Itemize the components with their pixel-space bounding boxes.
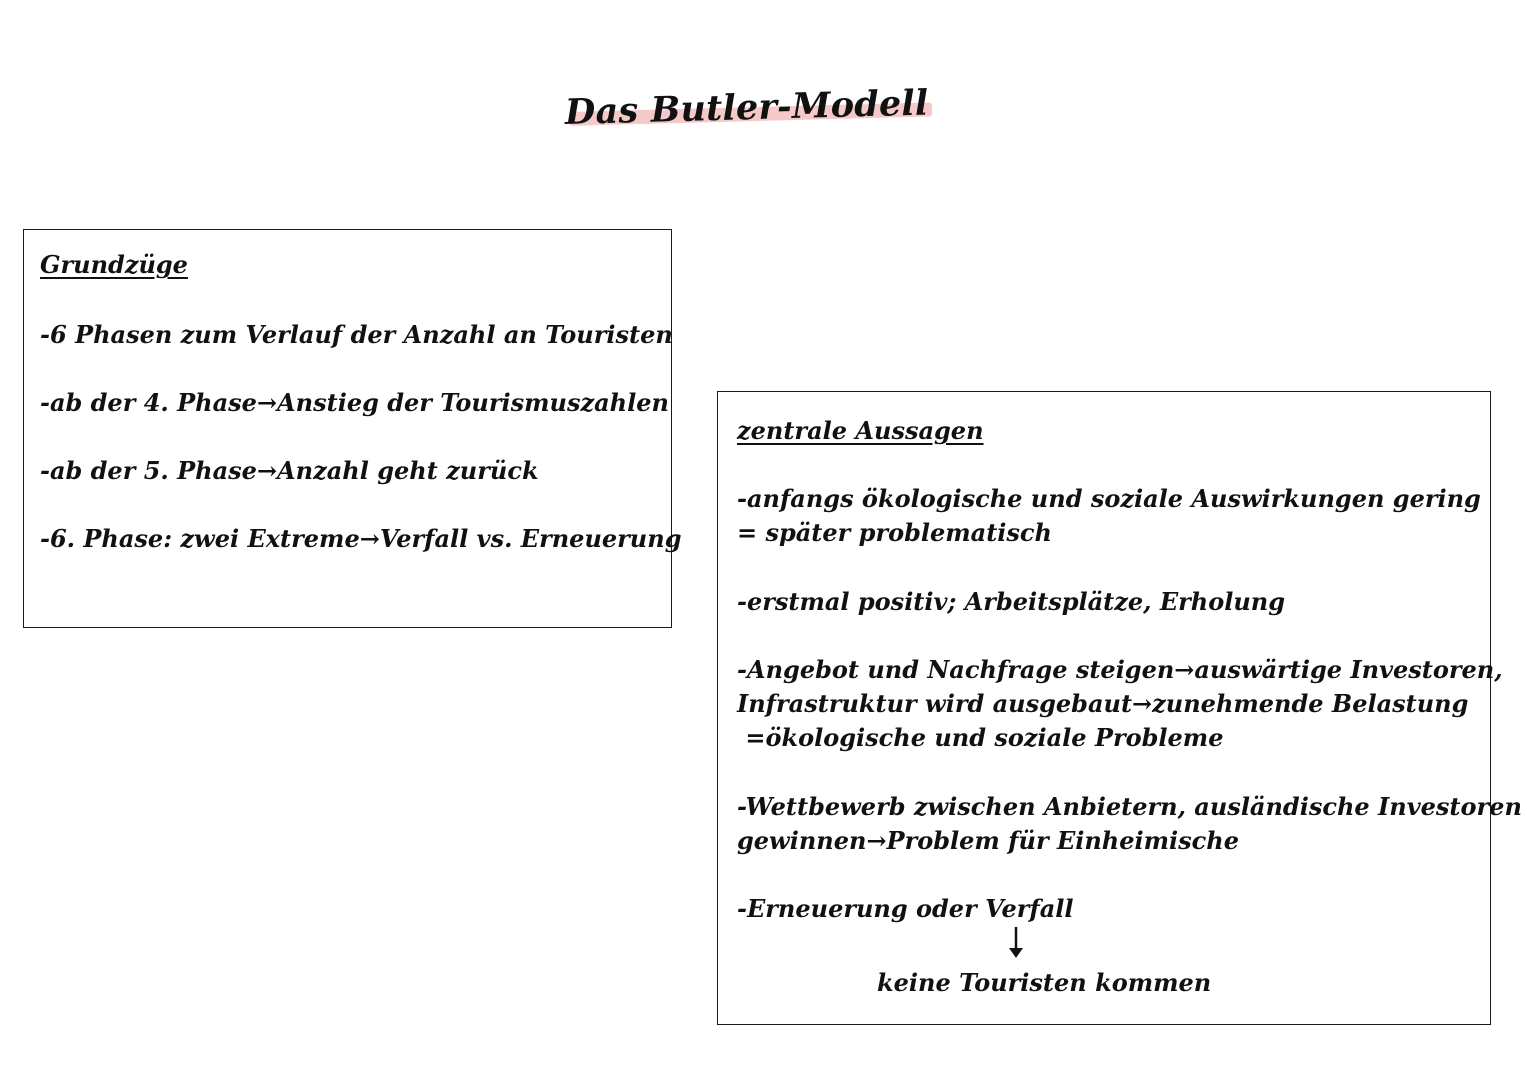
grundzuege-item: -ab der 4. Phase→Anstieg der Tourismuszahlen xyxy=(40,388,669,417)
aussage-line: = später problematisch xyxy=(737,518,1052,547)
zentrale-aussagen-box xyxy=(717,391,1522,1025)
grundzuege-item: -6 Phasen zum Verlauf der Anzahl an Touristen xyxy=(40,320,673,349)
page-title: Das Butler-Modell xyxy=(564,82,929,133)
title-wrapper xyxy=(564,82,928,133)
zentrale-aussagen-heading: zentrale Aussagen xyxy=(737,416,984,445)
grundzuege-item: -6. Phase: zwei Extreme→Verfall vs. Erneuerung xyxy=(40,524,682,553)
aussage-line: =ökologische und soziale Probleme xyxy=(737,723,1224,752)
grundzuege-heading: Grundzüge xyxy=(40,250,188,279)
aussage-line: -erstmal positiv; Arbeitsplätze, Erholung xyxy=(737,587,1286,616)
aussage-line: -anfangs ökologische und soziale Auswirkungen gering xyxy=(737,484,1481,513)
aussage-line: Infrastruktur wird ausgebaut→zunehmende Belastung xyxy=(737,689,1469,718)
aussage-line: gewinnen→Problem für Einheimische xyxy=(737,826,1239,855)
aussage-result: keine Touristen kommen xyxy=(877,968,1212,997)
arrow-down-icon xyxy=(1006,926,1026,960)
aussage-line: -Wettbewerb zwischen Anbietern, ausländische Investoren xyxy=(737,792,1522,821)
grundzuege-item: -ab der 5. Phase→Anzahl geht zurück xyxy=(40,456,539,485)
aussage-line: -Erneuerung oder Verfall xyxy=(737,894,1074,923)
grundzuege-box xyxy=(23,229,682,628)
aussage-line: -Angebot und Nachfrage steigen→auswärtige Investoren, xyxy=(737,655,1503,684)
